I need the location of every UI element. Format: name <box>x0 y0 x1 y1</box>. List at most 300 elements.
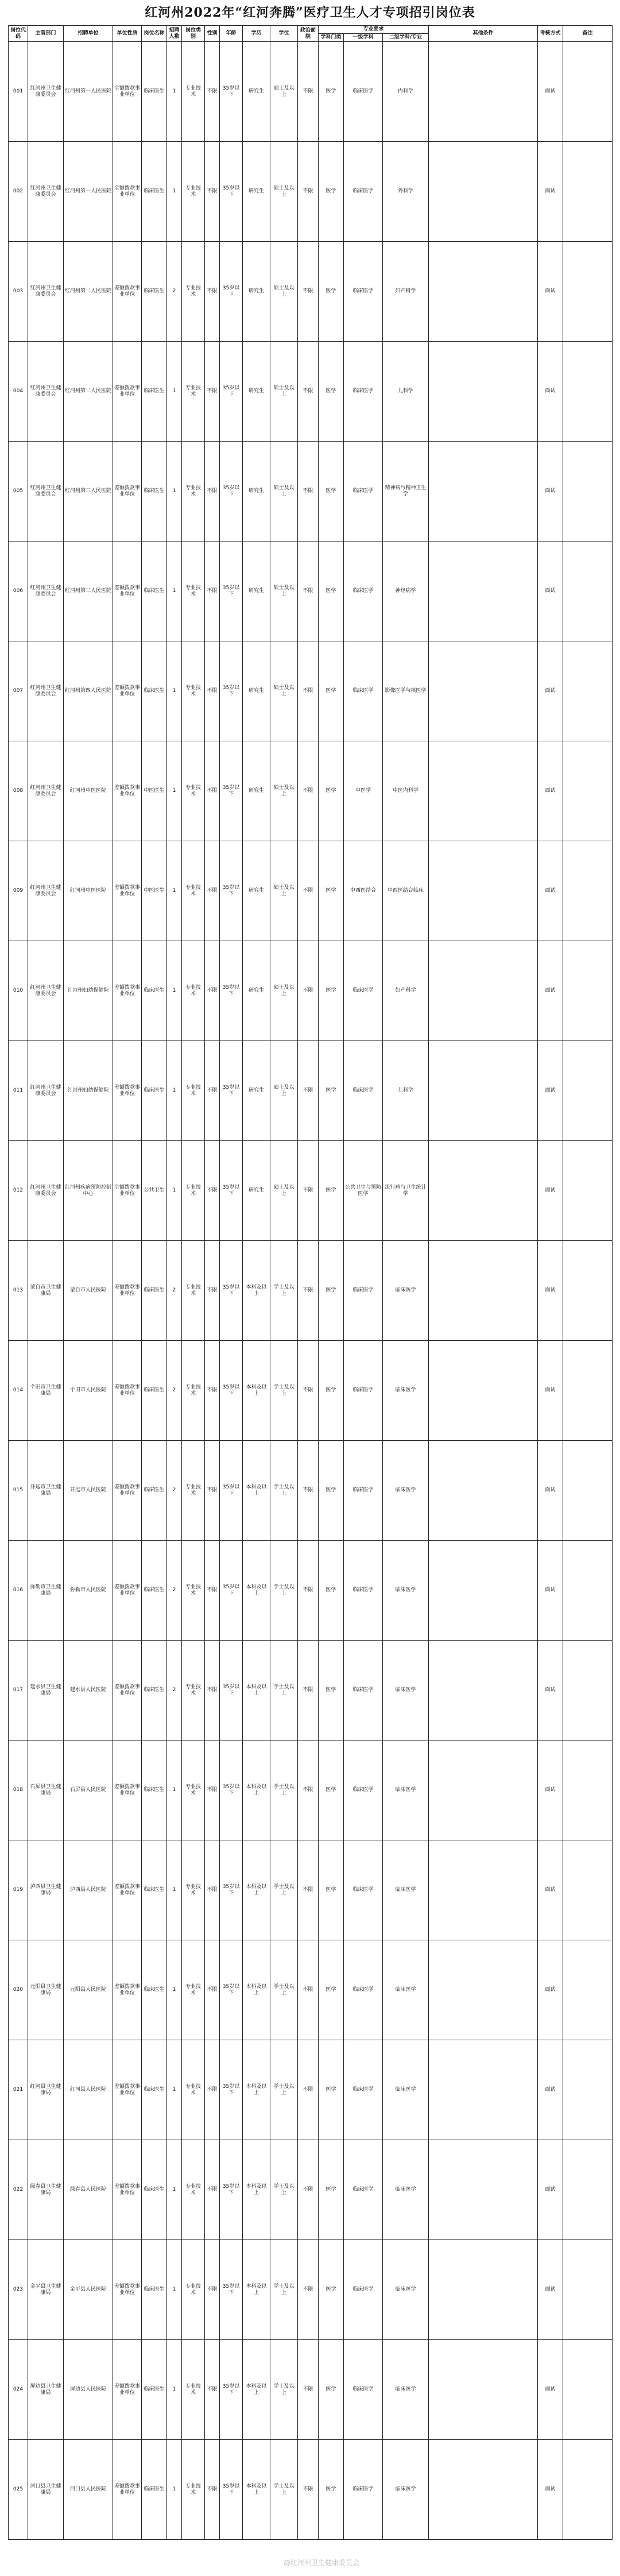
cell-nature: 差额拨款事业单位 <box>113 1541 142 1641</box>
cell-major-3: 中医内科学 <box>383 741 429 841</box>
table-row <box>9 2140 613 2240</box>
table-row <box>9 1341 613 1441</box>
cell-age: 35岁以下 <box>220 641 243 741</box>
cell-major-3: 临床医学 <box>383 1241 429 1341</box>
header-dept: 主管部门 <box>28 26 64 42</box>
cell-degree: 硕士及以上 <box>270 442 298 541</box>
cell-age: 35岁以下 <box>220 442 243 541</box>
cell-major-2: 临床医学 <box>344 1840 383 1940</box>
cell-nature: 差额拨款事业单位 <box>113 2240 142 2340</box>
cell-count: 1 <box>167 941 182 1041</box>
cell-other <box>429 2340 538 2440</box>
cell-dept: 红河州卫生健康委员会 <box>28 142 64 242</box>
cell-note <box>563 1041 613 1141</box>
cell-other <box>429 1141 538 1241</box>
cell-gender: 不限 <box>205 541 220 641</box>
cell-major-1: 医学 <box>319 442 344 541</box>
cell-method: 面试 <box>538 2440 563 2540</box>
cell-major-2: 临床医学 <box>344 1441 383 1541</box>
cell-post: 临床医生 <box>142 2440 167 2540</box>
cell-age: 35岁以下 <box>220 1940 243 2040</box>
cell-degree: 学士及以上 <box>270 2040 298 2140</box>
header-nature: 单位性质 <box>113 26 142 42</box>
header-degree: 学位 <box>270 26 298 42</box>
cell-gender: 不限 <box>205 941 220 1041</box>
cell-unit: 建水县人民医院 <box>64 1641 113 1740</box>
cell-degree: 硕士及以上 <box>270 1041 298 1141</box>
cell-major-1: 医学 <box>319 2140 344 2240</box>
cell-method: 面试 <box>538 741 563 841</box>
cell-degree: 学士及以上 <box>270 1840 298 1940</box>
cell-post: 临床医生 <box>142 1641 167 1740</box>
cell-note <box>563 2040 613 2140</box>
cell-other <box>429 2240 538 2340</box>
table-row <box>9 1740 613 1840</box>
cell-unit: 河口县人民医院 <box>64 2440 113 2540</box>
cell-political: 不限 <box>298 1740 319 1840</box>
cell-nature: 差额拨款事业单位 <box>113 641 142 741</box>
cell-major-3: 临床医学 <box>383 1441 429 1541</box>
cell-note <box>563 841 613 941</box>
table-row <box>9 641 613 741</box>
cell-post: 临床医生 <box>142 1341 167 1441</box>
cell-edu: 本科及以上 <box>243 2240 270 2340</box>
cell-major-2: 临床医学 <box>344 641 383 741</box>
cell-age: 35岁以下 <box>220 941 243 1041</box>
cell-major-3: 精神病与精神卫生学 <box>383 442 429 541</box>
cell-type: 专业技术 <box>182 42 205 142</box>
cell-note <box>563 142 613 242</box>
cell-type: 专业技术 <box>182 941 205 1041</box>
cell-edu: 本科及以上 <box>243 1840 270 1940</box>
cell-count: 2 <box>167 1241 182 1341</box>
cell-age: 35岁以下 <box>220 142 243 242</box>
cell-note <box>563 2340 613 2440</box>
cell-edu: 研究生 <box>243 641 270 741</box>
cell-gender: 不限 <box>205 442 220 541</box>
cell-type: 专业技术 <box>182 1341 205 1441</box>
cell-gender: 不限 <box>205 1840 220 1940</box>
cell-post: 临床医生 <box>142 1441 167 1541</box>
cell-degree: 学士及以上 <box>270 2240 298 2340</box>
cell-note <box>563 1441 613 1541</box>
cell-post: 临床医生 <box>142 242 167 342</box>
cell-nature: 差额拨款事业单位 <box>113 2440 142 2540</box>
cell-major-2: 公共卫生与预防医学 <box>344 1141 383 1241</box>
cell-dept: 元阳县卫生健康局 <box>28 1940 64 2040</box>
cell-post-code: 003 <box>9 242 28 342</box>
cell-note <box>563 42 613 142</box>
cell-type: 专业技术 <box>182 1141 205 1241</box>
cell-major-2: 临床医学 <box>344 1740 383 1840</box>
table-row <box>9 1641 613 1740</box>
cell-major-3: 临床医学 <box>383 1541 429 1641</box>
cell-edu: 研究生 <box>243 541 270 641</box>
cell-edu: 研究生 <box>243 142 270 242</box>
cell-nature: 差额拨款事业单位 <box>113 342 142 442</box>
cell-post-code: 002 <box>9 142 28 242</box>
cell-edu: 本科及以上 <box>243 1441 270 1541</box>
cell-major-1: 医学 <box>319 941 344 1041</box>
cell-method: 面试 <box>538 42 563 142</box>
cell-major-3: 临床医学 <box>383 1940 429 2040</box>
cell-degree: 硕士及以上 <box>270 541 298 641</box>
cell-dept: 红河州卫生健康委员会 <box>28 1041 64 1141</box>
cell-political: 不限 <box>298 2240 319 2340</box>
cell-political: 不限 <box>298 142 319 242</box>
table-row <box>9 841 613 941</box>
cell-major-2: 临床医学 <box>344 1341 383 1441</box>
cell-post-code: 010 <box>9 941 28 1041</box>
cell-post: 临床医生 <box>142 641 167 741</box>
cell-gender: 不限 <box>205 1541 220 1641</box>
cell-note <box>563 1740 613 1840</box>
cell-post-code: 020 <box>9 1940 28 2040</box>
cell-gender: 不限 <box>205 741 220 841</box>
cell-type: 专业技术 <box>182 2040 205 2140</box>
cell-gender: 不限 <box>205 242 220 342</box>
cell-unit: 红河州妇幼保健院 <box>64 941 113 1041</box>
cell-edu: 研究生 <box>243 242 270 342</box>
cell-degree: 学士及以上 <box>270 2440 298 2540</box>
cell-unit: 红河州第一人民医院 <box>64 142 113 242</box>
cell-post: 临床医生 <box>142 42 167 142</box>
cell-post: 中医医生 <box>142 841 167 941</box>
cell-note <box>563 1141 613 1241</box>
cell-major-1: 医学 <box>319 641 344 741</box>
header-major-2: 一级学科 <box>344 34 383 42</box>
cell-major-1: 医学 <box>319 541 344 641</box>
cell-major-2: 临床医学 <box>344 442 383 541</box>
cell-dept: 红河州卫生健康委员会 <box>28 641 64 741</box>
cell-nature: 差额拨款事业单位 <box>113 1341 142 1441</box>
cell-major-2: 中医学 <box>344 741 383 841</box>
cell-count: 1 <box>167 2040 182 2140</box>
cell-method: 面试 <box>538 1940 563 2040</box>
cell-political: 不限 <box>298 1141 319 1241</box>
cell-political: 不限 <box>298 42 319 142</box>
cell-major-2: 临床医学 <box>344 1041 383 1141</box>
cell-other <box>429 1241 538 1341</box>
cell-post-code: 018 <box>9 1740 28 1840</box>
cell-unit: 红河州中医医院 <box>64 841 113 941</box>
cell-political: 不限 <box>298 1840 319 1940</box>
cell-major-1: 医学 <box>319 1641 344 1740</box>
cell-major-3: 临床医学 <box>383 2440 429 2540</box>
cell-post: 临床医生 <box>142 541 167 641</box>
cell-count: 1 <box>167 1740 182 1840</box>
cell-post-code: 007 <box>9 641 28 741</box>
cell-major-2: 临床医学 <box>344 1641 383 1740</box>
cell-nature: 差额拨款事业单位 <box>113 442 142 541</box>
cell-major-1: 医学 <box>319 42 344 142</box>
cell-age: 35岁以下 <box>220 342 243 442</box>
cell-unit: 石屏县人民医院 <box>64 1740 113 1840</box>
cell-note <box>563 541 613 641</box>
cell-nature: 差额拨款事业单位 <box>113 541 142 641</box>
cell-note <box>563 1341 613 1441</box>
cell-nature: 差额拨款事业单位 <box>113 1840 142 1940</box>
cell-unit: 泸西县人民医院 <box>64 1840 113 1940</box>
cell-type: 专业技术 <box>182 442 205 541</box>
cell-post-code: 009 <box>9 841 28 941</box>
cell-type: 专业技术 <box>182 342 205 442</box>
header-gender: 性别 <box>205 26 220 42</box>
cell-degree: 学士及以上 <box>270 1740 298 1840</box>
cell-post-code: 013 <box>9 1241 28 1341</box>
cell-post-code: 005 <box>9 442 28 541</box>
cell-major-1: 医学 <box>319 2440 344 2540</box>
cell-edu: 研究生 <box>243 1041 270 1141</box>
cell-count: 1 <box>167 42 182 142</box>
cell-method: 面试 <box>538 342 563 442</box>
cell-post: 临床医生 <box>142 2040 167 2140</box>
cell-other <box>429 1740 538 1840</box>
cell-other <box>429 2140 538 2240</box>
cell-age: 35岁以下 <box>220 841 243 941</box>
cell-type: 专业技术 <box>182 2140 205 2240</box>
cell-political: 不限 <box>298 242 319 342</box>
cell-nature: 差额拨款事业单位 <box>113 2140 142 2240</box>
cell-post: 临床医生 <box>142 142 167 242</box>
cell-post: 临床医生 <box>142 1241 167 1341</box>
cell-other <box>429 1341 538 1441</box>
cell-other <box>429 242 538 342</box>
cell-count: 1 <box>167 2340 182 2440</box>
cell-dept: 金平县卫生健康局 <box>28 2240 64 2340</box>
cell-major-2: 临床医学 <box>344 1241 383 1341</box>
cell-dept: 弥勒市卫生健康局 <box>28 1541 64 1641</box>
cell-unit: 红河州第一人民医院 <box>64 42 113 142</box>
table-row <box>9 1141 613 1241</box>
cell-degree: 硕士及以上 <box>270 242 298 342</box>
header-age: 年龄 <box>220 26 243 42</box>
cell-major-3: 临床医学 <box>383 1740 429 1840</box>
cell-major-2: 临床医学 <box>344 2340 383 2440</box>
cell-nature: 差额拨款事业单位 <box>113 1441 142 1541</box>
cell-gender: 不限 <box>205 1041 220 1141</box>
header-edu: 学历 <box>243 26 270 42</box>
cell-edu: 研究生 <box>243 1141 270 1241</box>
cell-post: 临床医生 <box>142 342 167 442</box>
cell-note <box>563 1840 613 1940</box>
cell-unit: 开远市人民医院 <box>64 1441 113 1541</box>
cell-other <box>429 2040 538 2140</box>
cell-post-code: 008 <box>9 741 28 841</box>
cell-unit: 蒙自市人民医院 <box>64 1241 113 1341</box>
cell-post-code: 016 <box>9 1541 28 1641</box>
cell-political: 不限 <box>298 741 319 841</box>
cell-method: 面试 <box>538 841 563 941</box>
cell-degree: 学士及以上 <box>270 1940 298 2040</box>
cell-major-3: 外科学 <box>383 142 429 242</box>
cell-gender: 不限 <box>205 2140 220 2240</box>
cell-major-2: 临床医学 <box>344 2440 383 2540</box>
cell-major-1: 医学 <box>319 1141 344 1241</box>
cell-post-code: 006 <box>9 541 28 641</box>
cell-post-code: 021 <box>9 2040 28 2140</box>
cell-other <box>429 841 538 941</box>
cell-major-1: 医学 <box>319 1740 344 1840</box>
cell-nature: 全额拨款事业单位 <box>113 142 142 242</box>
cell-post: 临床医生 <box>142 2140 167 2240</box>
cell-nature: 差额拨款事业单位 <box>113 1241 142 1341</box>
cell-major-2: 临床医学 <box>344 342 383 442</box>
table-row <box>9 142 613 242</box>
cell-nature: 差额拨款事业单位 <box>113 2040 142 2140</box>
cell-political: 不限 <box>298 1041 319 1141</box>
cell-degree: 硕士及以上 <box>270 42 298 142</box>
cell-post: 临床医生 <box>142 2240 167 2340</box>
cell-post-code: 023 <box>9 2240 28 2340</box>
cell-major-1: 医学 <box>319 1041 344 1141</box>
table-row <box>9 1940 613 2040</box>
cell-method: 面试 <box>538 1341 563 1441</box>
header-method: 考核方式 <box>538 26 563 42</box>
header-major-1: 学科门类 <box>319 34 344 42</box>
cell-gender: 不限 <box>205 1241 220 1341</box>
cell-age: 35岁以下 <box>220 2340 243 2440</box>
cell-dept: 红河州卫生健康委员会 <box>28 541 64 641</box>
cell-major-2: 临床医学 <box>344 242 383 342</box>
cell-major-1: 医学 <box>319 1840 344 1940</box>
cell-major-2: 临床医学 <box>344 2140 383 2240</box>
cell-count: 2 <box>167 1641 182 1740</box>
cell-unit: 元阳县人民医院 <box>64 1940 113 2040</box>
cell-gender: 不限 <box>205 142 220 242</box>
cell-post: 临床医生 <box>142 2340 167 2440</box>
cell-major-1: 医学 <box>319 242 344 342</box>
cell-note <box>563 2240 613 2340</box>
cell-gender: 不限 <box>205 1940 220 2040</box>
cell-nature: 差额拨款事业单位 <box>113 1641 142 1740</box>
cell-method: 面试 <box>538 2340 563 2440</box>
cell-method: 面试 <box>538 2240 563 2340</box>
cell-method: 面试 <box>538 641 563 741</box>
cell-other <box>429 1441 538 1541</box>
cell-age: 35岁以下 <box>220 1241 243 1341</box>
cell-dept: 红河州卫生健康委员会 <box>28 42 64 142</box>
cell-edu: 本科及以上 <box>243 2040 270 2140</box>
cell-dept: 绿春县卫生健康局 <box>28 2140 64 2240</box>
cell-edu: 研究生 <box>243 342 270 442</box>
cell-political: 不限 <box>298 941 319 1041</box>
table-row <box>9 42 613 142</box>
page-title: 红河州2022年“红河奔腾”医疗卫生人才专项招引岗位表 <box>145 5 475 20</box>
cell-type: 专业技术 <box>182 1740 205 1840</box>
cell-political: 不限 <box>298 1940 319 2040</box>
cell-count: 1 <box>167 1141 182 1241</box>
cell-major-3: 临床医学 <box>383 2140 429 2240</box>
cell-edu: 本科及以上 <box>243 2440 270 2540</box>
cell-degree: 学士及以上 <box>270 1441 298 1541</box>
cell-type: 专业技术 <box>182 242 205 342</box>
cell-unit: 个旧市人民医院 <box>64 1341 113 1441</box>
cell-major-1: 医学 <box>319 1441 344 1541</box>
table-row <box>9 342 613 442</box>
cell-nature: 差额拨款事业单位 <box>113 1940 142 2040</box>
cell-other <box>429 42 538 142</box>
cell-age: 35岁以下 <box>220 1341 243 1441</box>
cell-count: 1 <box>167 2140 182 2240</box>
header-unit: 招聘单位 <box>64 26 113 42</box>
cell-type: 专业技术 <box>182 2340 205 2440</box>
cell-major-2: 临床医学 <box>344 941 383 1041</box>
cell-gender: 不限 <box>205 2240 220 2340</box>
cell-major-3: 临床医学 <box>383 2240 429 2340</box>
cell-unit: 红河州妇幼保健院 <box>64 1041 113 1141</box>
cell-other <box>429 641 538 741</box>
cell-edu: 本科及以上 <box>243 1541 270 1641</box>
table-row <box>9 541 613 641</box>
cell-dept: 红河州卫生健康委员会 <box>28 841 64 941</box>
cell-major-1: 医学 <box>319 2340 344 2440</box>
cell-note <box>563 1241 613 1341</box>
cell-type: 专业技术 <box>182 2240 205 2340</box>
header-other: 其他条件 <box>429 26 538 42</box>
cell-age: 35岁以下 <box>220 1740 243 1840</box>
cell-age: 35岁以下 <box>220 1441 243 1541</box>
cell-note <box>563 641 613 741</box>
cell-major-1: 医学 <box>319 1940 344 2040</box>
table-row <box>9 2040 613 2140</box>
cell-age: 35岁以下 <box>220 1141 243 1241</box>
cell-nature: 差额拨款事业单位 <box>113 941 142 1041</box>
cell-nature: 差额拨款事业单位 <box>113 741 142 841</box>
cell-gender: 不限 <box>205 1441 220 1541</box>
cell-note <box>563 1940 613 2040</box>
cell-dept: 红河县卫生健康局 <box>28 2040 64 2140</box>
cell-gender: 不限 <box>205 1641 220 1740</box>
cell-nature: 差额拨款事业单位 <box>113 1740 142 1840</box>
table-row <box>9 941 613 1041</box>
cell-nature: 差额拨款事业单位 <box>113 2340 142 2440</box>
cell-major-1: 医学 <box>319 1541 344 1641</box>
cell-degree: 硕士及以上 <box>270 1141 298 1241</box>
cell-edu: 研究生 <box>243 442 270 541</box>
cell-post: 中医医生 <box>142 741 167 841</box>
cell-nature: 差额拨款事业单位 <box>113 1041 142 1141</box>
cell-political: 不限 <box>298 2140 319 2240</box>
cell-age: 35岁以下 <box>220 1041 243 1141</box>
cell-post: 临床医生 <box>142 941 167 1041</box>
cell-major-3: 中西医结合临床 <box>383 841 429 941</box>
cell-count: 2 <box>167 242 182 342</box>
cell-age: 35岁以下 <box>220 42 243 142</box>
cell-unit: 绿春县人民医院 <box>64 2140 113 2240</box>
cell-post-code: 019 <box>9 1840 28 1940</box>
header-note: 备注 <box>563 26 613 42</box>
cell-other <box>429 1641 538 1740</box>
cell-age: 35岁以下 <box>220 242 243 342</box>
cell-age: 35岁以下 <box>220 1840 243 1940</box>
cell-note <box>563 242 613 342</box>
cell-other <box>429 541 538 641</box>
table-row <box>9 2340 613 2440</box>
cell-gender: 不限 <box>205 841 220 941</box>
cell-major-1: 医学 <box>319 741 344 841</box>
cell-degree: 学士及以上 <box>270 2140 298 2240</box>
cell-note <box>563 941 613 1041</box>
cell-method: 面试 <box>538 1441 563 1541</box>
table-row <box>9 1840 613 1940</box>
cell-major-2: 临床医学 <box>344 42 383 142</box>
table-row <box>9 2440 613 2540</box>
cell-count: 1 <box>167 1041 182 1141</box>
cell-major-3: 影像医学与核医学 <box>383 641 429 741</box>
cell-method: 面试 <box>538 242 563 342</box>
header-type: 岗位类别 <box>182 26 205 42</box>
